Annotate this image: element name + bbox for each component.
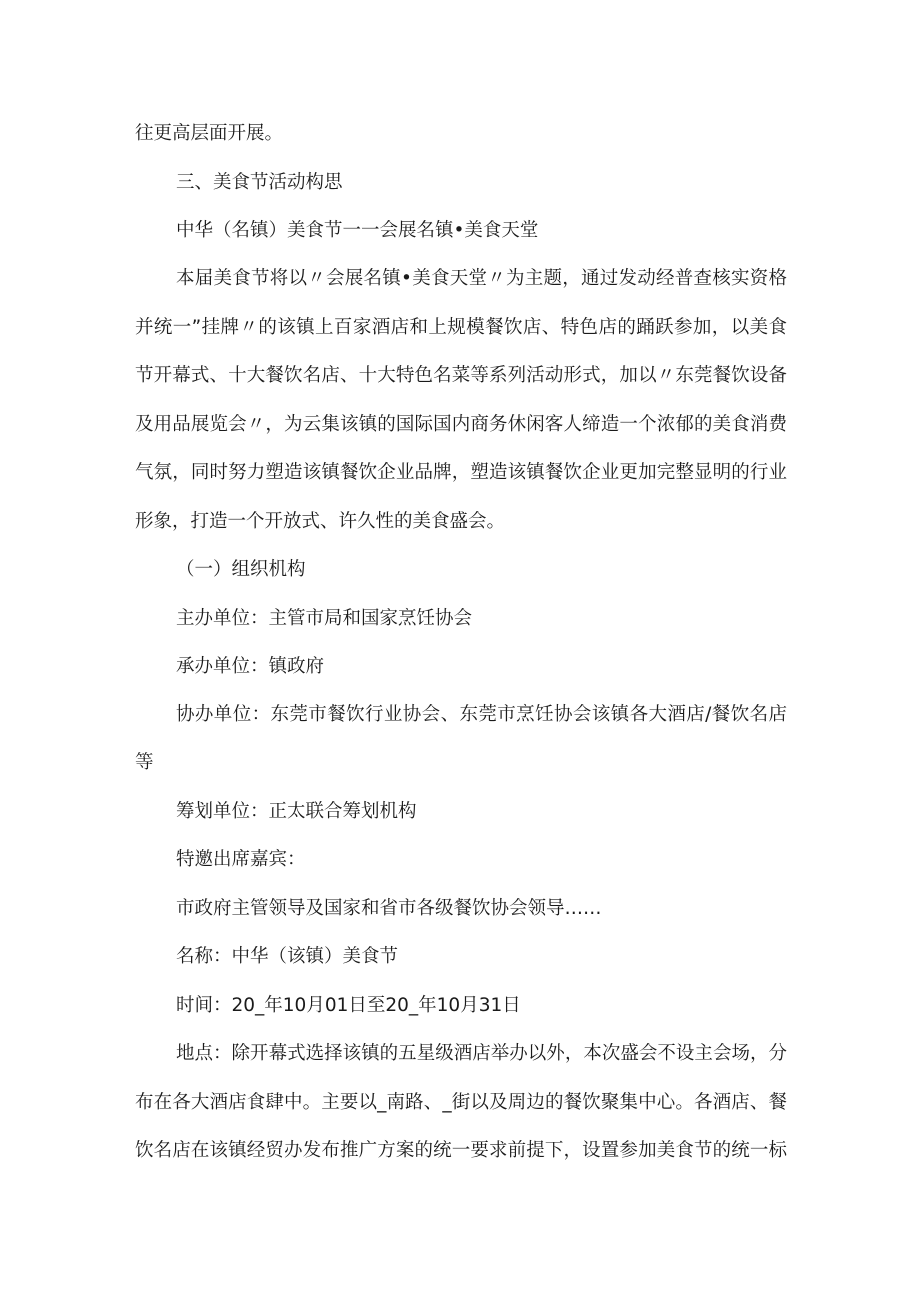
location-text-line: 地点：除开幕式选择该镇的五星级酒店举办以外，本次盛会不设主会场，分 — [176, 1043, 787, 1064]
theme-paragraph-line: 并统一”挂牌〃的该镇上百家酒店和上规模餐饮店、特色店的踊跃参加，以美食 — [135, 317, 787, 338]
guests-label: 特邀出席嘉宾： — [176, 849, 306, 870]
host-text: 主办单位：主管市局和国家烹饪协会 — [176, 608, 473, 629]
subtitle: 中华（名镇）美食节一一会展名镇•美食天堂 — [176, 220, 539, 241]
location-text-line: 饮名店在该镇经贸办发布推广方案的统一要求前提下，设置参加美食节的统一标 — [135, 1140, 787, 1161]
org-heading: （一）组织机构 — [176, 559, 306, 580]
section-heading: 三、美食节活动构思 — [176, 172, 343, 193]
co-organizer-text: 协办单位：东莞市餐饮行业协会、东莞市烹饪协会该镇各大酒店/餐饮名店 — [176, 704, 787, 725]
theme-paragraph-line: 及用品展览会〃，为云集该镇的国际国内商务休闲客人缔造一个浓郁的美食消费 — [135, 414, 787, 435]
theme-paragraph-line: 节开幕式、十大餐饮名店、十大特色名菜等系列活动形式，加以〃东莞餐饮设备 — [135, 365, 787, 386]
theme-paragraph-line: 气氛，同时努力塑造该镇餐饮企业品牌，塑造该镇餐饮企业更加完整显明的行业 — [135, 462, 787, 483]
theme-paragraph-line: 本届美食节将以〃会展名镇•美食天堂〃为主题，通过发动经普查核实资格 — [176, 268, 787, 289]
event-name-text: 名称：中华（该镇）美食节 — [176, 946, 399, 967]
guests-text: 市政府主管领导及国家和省市各级餐饮协会领导…… — [176, 898, 602, 919]
location-text-line: 布在各大酒店食肆中。主要以_南路、_街以及周边的餐饮聚集中心。各酒店、餐 — [135, 1092, 787, 1113]
theme-paragraph-line: 形象，打造一个开放式、许久性的美食盛会。 — [135, 511, 506, 532]
event-time-text: 时间：20_年10月01日至20_年10月31日 — [176, 995, 521, 1016]
co-organizer-text: 等 — [135, 752, 154, 773]
planner-text: 筹划单位：正太联合筹划机构 — [176, 801, 417, 822]
intro-tail-text: 往更高层面开展。 — [135, 123, 284, 144]
organizer-text: 承办单位：镇政府 — [176, 656, 325, 677]
